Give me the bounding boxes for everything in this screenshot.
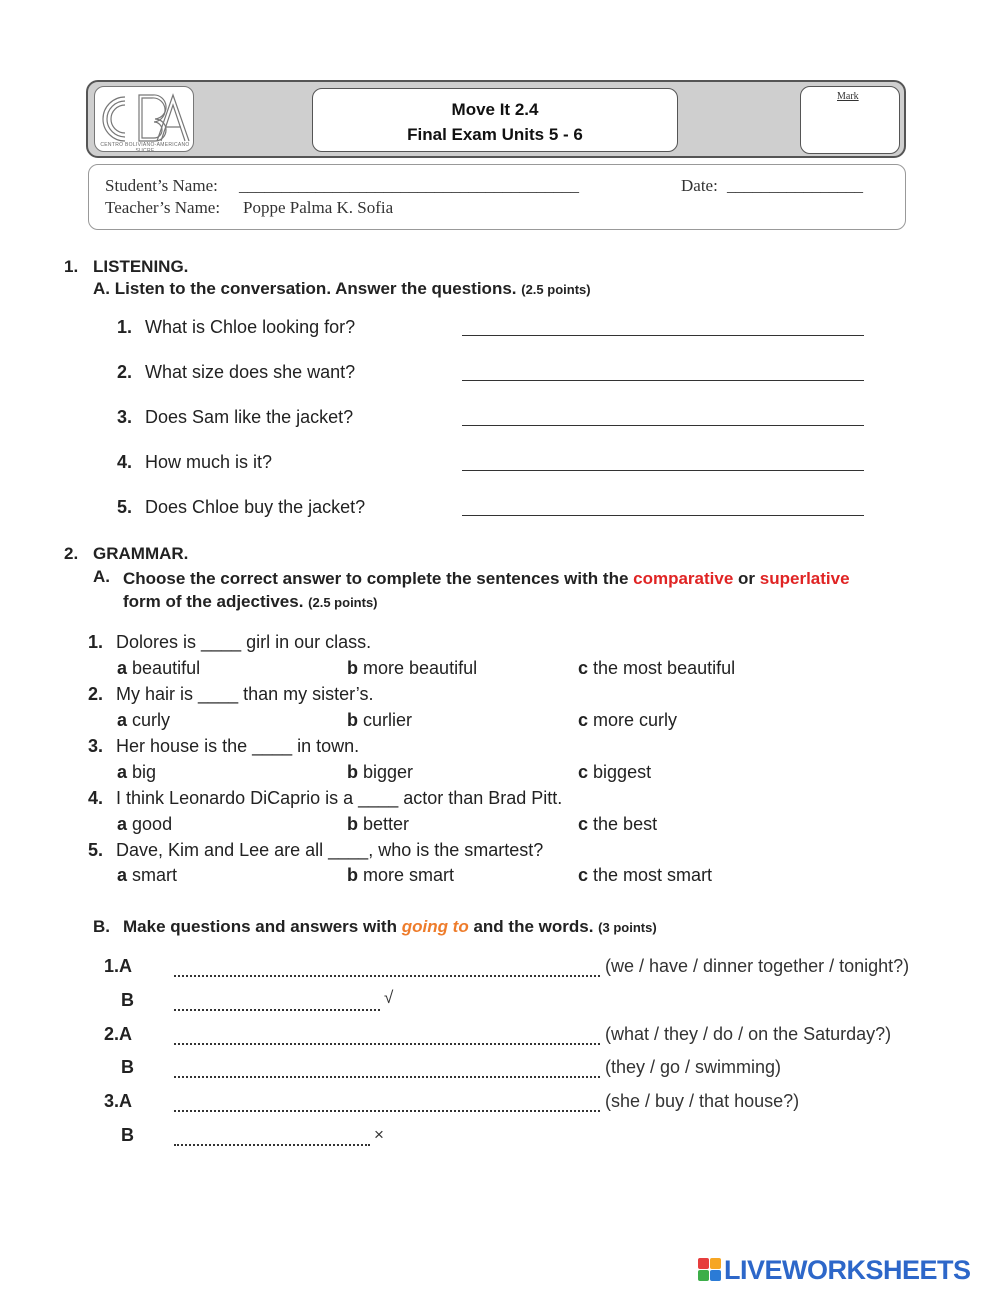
option-letter: b (347, 762, 358, 782)
listening-question (117, 317, 355, 338)
item-number: 2. (88, 684, 104, 704)
item-number: 1. (88, 632, 104, 652)
option-letter: a (117, 814, 128, 834)
section-2b-instruction (123, 917, 657, 937)
highlight-superlative: superlative (759, 569, 850, 588)
section-2b-letter: B. (93, 917, 110, 936)
instruction-text: or (738, 569, 756, 588)
word-prompt: (we / have / dinner together / tonight?) (605, 956, 910, 976)
listening-question (117, 362, 355, 383)
question-text: Does Chloe buy the jacket? (145, 497, 366, 517)
option-text: bigger (363, 762, 414, 782)
section-1-number: 1. (64, 257, 79, 276)
grammar-item (88, 684, 373, 705)
section-1-title: LISTENING. (93, 257, 189, 276)
word-prompt: (she / buy / that house?) (605, 1091, 800, 1111)
option-text: good (132, 814, 173, 834)
option-letter: c (578, 762, 589, 782)
listening-question (117, 497, 365, 518)
option-letter: c (578, 814, 589, 834)
option-letter: a (117, 710, 128, 730)
answer-line[interactable] (462, 470, 864, 471)
instruction-text: Make questions and answers with (123, 917, 397, 936)
section-2a-points: (2.5 points) (308, 595, 378, 610)
section-2-title: GRAMMAR. (93, 544, 189, 563)
logo-subtitle: CENTRO BOLIVIANO-AMERICANO SUCRE (100, 142, 190, 152)
exam-title: Move It 2.4 (451, 100, 539, 119)
question-number: 5. (117, 497, 133, 517)
answer-dotted-line[interactable] (174, 1043, 600, 1045)
section-2a-letter: A. (93, 567, 110, 586)
grammar-item (88, 788, 562, 809)
grammar-item (88, 840, 543, 861)
liveworksheets-logo-icon (698, 1258, 722, 1282)
instruction-text: Choose the correct answer to complete the sentences with the (123, 569, 629, 588)
logo-square-yellow (710, 1258, 721, 1269)
logo-square-blue (710, 1270, 721, 1281)
option-letter: a (117, 762, 128, 782)
question-text: What size does she want? (145, 362, 356, 382)
answer-dotted-line[interactable] (174, 1110, 600, 1112)
question-text: Does Sam like the jacket? (145, 407, 354, 427)
option-letter: c (578, 865, 589, 885)
word-prompt: (they / go / swimming) (605, 1057, 782, 1077)
answer-dotted-line[interactable] (174, 1144, 370, 1146)
option-b[interactable] (347, 865, 454, 886)
option-letter: a (117, 658, 128, 678)
option-letter: a (117, 865, 128, 885)
section-1a-letter: A. (93, 279, 110, 298)
student-name-field[interactable]: ________________________________________ (239, 176, 579, 195)
option-text: the best (593, 814, 658, 834)
answer-line[interactable] (462, 380, 864, 381)
option-b[interactable] (347, 710, 412, 731)
option-text: the most beautiful (593, 658, 736, 678)
question-number: 3. (117, 407, 133, 427)
row-label: 1.A (104, 956, 133, 976)
highlight-comparative: comparative (633, 569, 734, 588)
section-2-number: 2. (64, 544, 79, 563)
mark-label: Mark (837, 91, 859, 102)
section-1-instruction (93, 279, 591, 299)
option-a[interactable] (117, 762, 156, 783)
word-prompt: (what / they / do / on the Saturday?) (605, 1024, 892, 1044)
item-stem: My hair is ____ than my sister’s. (116, 684, 374, 704)
question-number: 2. (117, 362, 133, 382)
liveworksheets-brand[interactable]: LIVEWORKSHEETS (724, 1255, 971, 1285)
answer-line[interactable] (462, 335, 864, 336)
item-number: 5. (88, 840, 104, 860)
section-1a-points: (2.5 points) (521, 282, 591, 297)
option-a[interactable] (117, 814, 172, 835)
teacher-name-label: Teacher’s Name: (105, 198, 221, 217)
item-stem: Dolores is ____ girl in our class. (116, 632, 372, 652)
option-letter: b (347, 710, 358, 730)
option-c[interactable] (578, 865, 712, 886)
cross-mark-prompt: × (374, 1125, 384, 1144)
row-label: 3.A (104, 1091, 133, 1111)
logo-square-red (698, 1258, 709, 1269)
option-text: better (363, 814, 410, 834)
section-2a-instruction (123, 567, 883, 614)
question-text: How much is it? (145, 452, 273, 472)
answer-dotted-line[interactable] (174, 1009, 380, 1011)
teacher-name: Poppe Palma K. Sofia (243, 198, 394, 217)
item-number: 4. (88, 788, 104, 808)
answer-line[interactable] (462, 425, 864, 426)
question-number: 1. (117, 317, 133, 337)
option-b[interactable] (347, 762, 413, 783)
answer-line[interactable] (462, 515, 864, 516)
mark-box[interactable] (800, 86, 900, 154)
school-logo (94, 86, 194, 152)
date-field[interactable]: ________________ (727, 176, 863, 195)
option-a[interactable] (117, 865, 177, 886)
section-2b-points: (3 points) (598, 920, 657, 935)
option-c[interactable] (578, 814, 657, 835)
option-letter: c (578, 710, 589, 730)
option-b[interactable] (347, 658, 477, 679)
answer-dotted-line[interactable] (174, 1076, 600, 1078)
item-stem: Dave, Kim and Lee are all ____, who is the smartest? (116, 840, 544, 860)
option-letter: b (347, 814, 358, 834)
student-name-label: Student’s Name: (105, 176, 218, 195)
option-text: more curly (593, 710, 678, 730)
grammar-item (88, 736, 359, 757)
instruction-text: and the words. (473, 917, 594, 936)
grammar-item (88, 632, 371, 653)
option-text: smart (132, 865, 178, 885)
option-text: beautiful (132, 658, 201, 678)
row-label: 2.A (104, 1024, 133, 1044)
option-text: curly (132, 710, 171, 730)
question-number: 4. (117, 452, 133, 472)
row-label: B (121, 1057, 134, 1077)
exam-title-box (312, 88, 678, 152)
check-mark-prompt: √ (384, 988, 394, 1007)
option-text: curlier (363, 710, 413, 730)
row-label: B (121, 1125, 134, 1145)
section-1a-text: Listen to the conversation. Answer the questions. (114, 279, 517, 298)
student-info-box (88, 164, 906, 230)
item-stem: I think Leonardo DiCaprio is a ____ actor than Brad Pitt. (116, 788, 563, 808)
item-number: 3. (88, 736, 104, 756)
option-c[interactable] (578, 710, 677, 731)
question-text: What is Chloe looking for? (145, 317, 356, 337)
answer-dotted-line[interactable] (174, 975, 600, 977)
option-a[interactable] (117, 658, 200, 679)
date-label: Date: (681, 176, 718, 195)
option-letter: b (347, 865, 358, 885)
option-letter: b (347, 658, 358, 678)
highlight-going-to: going to (401, 917, 469, 936)
listening-question (117, 452, 272, 473)
option-a[interactable] (117, 710, 170, 731)
row-label: B (121, 990, 134, 1010)
instruction-text: form of the adjectives. (123, 592, 304, 611)
option-letter: c (578, 658, 589, 678)
listening-question (117, 407, 353, 428)
option-c[interactable] (578, 658, 735, 679)
option-text: more smart (363, 865, 455, 885)
option-text: big (132, 762, 157, 782)
option-text: the most smart (593, 865, 713, 885)
option-text: more beautiful (363, 658, 478, 678)
option-text: biggest (593, 762, 652, 782)
option-c[interactable] (578, 762, 651, 783)
option-b[interactable] (347, 814, 409, 835)
exam-subtitle: Final Exam Units 5 - 6 (407, 125, 583, 144)
item-stem: Her house is the ____ in town. (116, 736, 360, 756)
logo-square-green (698, 1270, 709, 1281)
